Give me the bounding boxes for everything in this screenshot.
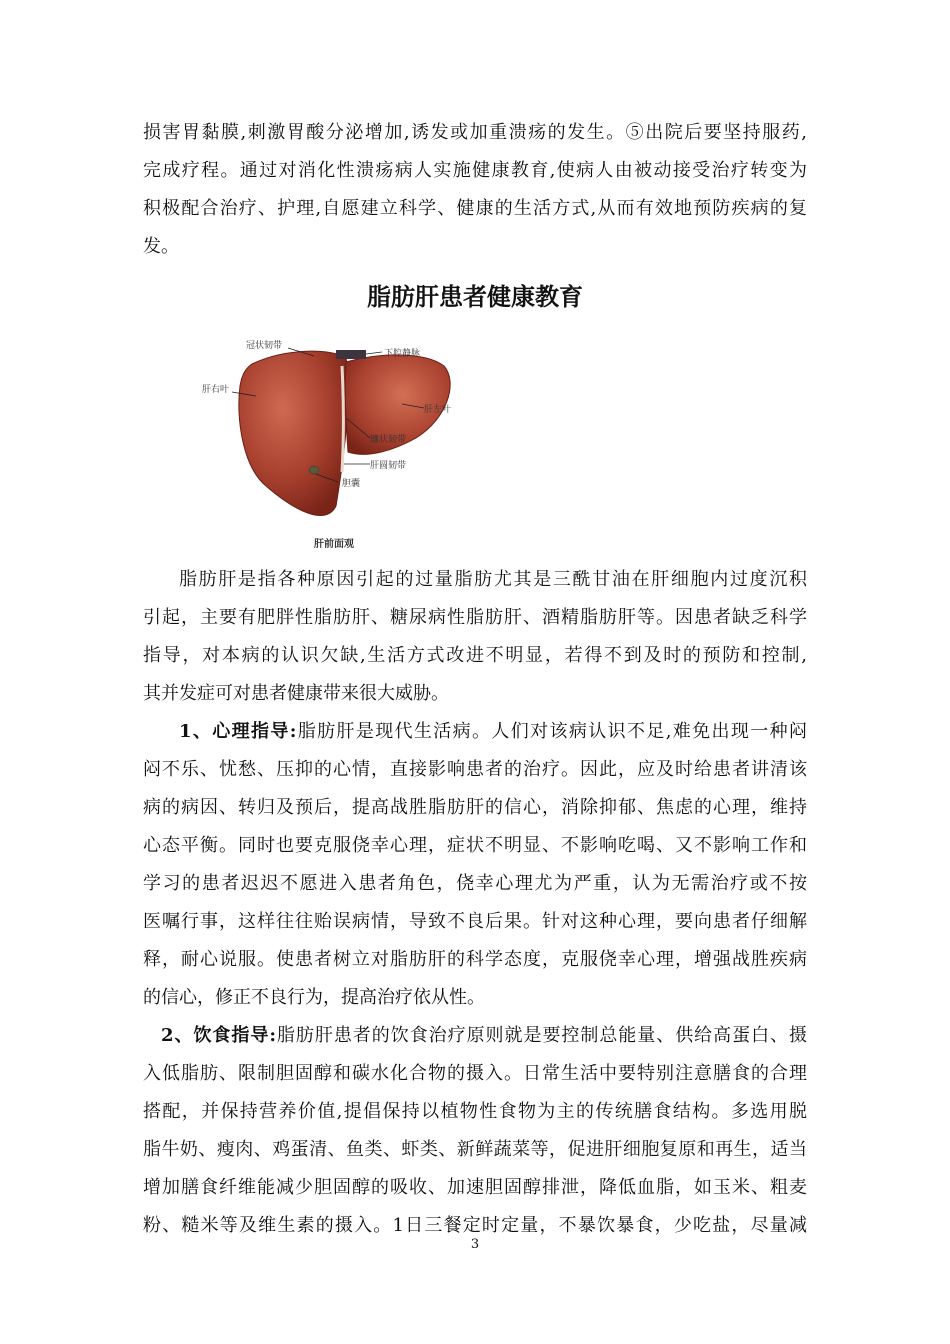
label-gallbladder: 胆囊 [342,479,361,489]
label-round-ligament: 肝圆韧带 [370,461,407,471]
section-heading: 1、心理指导: [179,721,297,742]
label-right-lobe: 肝右叶 [202,385,230,395]
text-line: 积极配合治疗、护理,自愿建立科学、健康的生活方式,从而有效地预防疾病的复 [143,198,807,219]
text-line: 增加膳食纤维能减少胆固醇的吸收、加速胆固醇排泄，降低血脂，如玉米、粗麦 [143,1177,807,1198]
text-line: 完成疗程。通过对消化性溃疡病人实施健康教育,使病人由被动接受治疗转变为 [143,160,807,181]
top-paragraph [143,114,807,266]
text-line: 释，耐心说服。使患者树立对脂肪肝的科学态度，克服侥幸心理，增强战胜疾病 [143,949,807,970]
text-line: 学习的患者迟迟不愿进入患者角色，侥幸心理尤为严重，认为无需治疗或不按 [143,873,807,894]
text-line: 发。 [143,236,179,257]
page-number: 3 [470,1237,480,1252]
text-line: 搭配，并保持营养价值,提倡保持以植物性食物为主的传统膳食结构。多选用脱 [143,1101,807,1122]
figure-caption: 肝前面观 [314,539,354,550]
text-line: 的信心，修正不良行为，提高治疗依从性。 [143,987,485,1008]
label-coronary-ligament: 冠状韧带 [246,341,283,351]
text-line: 脂牛奶、瘦肉、鸡蛋清、鱼类、虾类、新鲜蔬菜等，促进肝细胞复原和再生，适当 [143,1139,807,1160]
text-line: 心态平衡。同时也要克服侥幸心理，症状不明显、不影响吃喝、又不影响工作和 [143,835,807,856]
text-line: 指导，对本病的认识欠缺,生活方式改进不明显，若得不到及时的预防和控制, [143,645,807,666]
section-psychological-guidance [143,713,807,1017]
text-line: 医嘱行事，这样往往贻误病情，导致不良后果。针对这种心理，要向患者仔细解 [143,911,807,932]
section-title: 脂肪肝患者健康教育 [367,283,583,311]
liver-illustration [196,326,476,560]
text-line: 2、饮食指导:脂肪肝患者的饮食治疗原则就是要控制总能量、供给高蛋白、摄 [161,1025,807,1046]
section-heading: 2、饮食指导: [161,1025,276,1046]
text-line: 闷不乐、忧愁、压抑的心情，直接影响患者的治疗。因此，应及时给患者讲清该 [143,759,807,780]
text-line: 入低脂肪、限制胆固醇和碳水化合物的摄入。日常生活中要特别注意膳食的合理 [143,1063,807,1084]
label-falciform-ligament: 镰状韧带 [370,435,407,445]
intro-paragraph [143,561,807,713]
text-line: 粉、糙米等及维生素的摄入。1日三餐定时定量，不暴饮暴食，少吃盐，尽量减 [143,1215,807,1236]
label-inferior-vena-cava: 下腔静脉 [384,349,421,359]
text-line: 1、心理指导:脂肪肝是现代生活病。人们对该病认识不足,难免出现一种闷 [179,721,807,742]
section-diet-guidance [143,1017,807,1245]
liver-diagram [196,326,476,560]
text-line: 引起，主要有肥胖性脂肪肝、糖尿病性脂肪肝、酒精脂肪肝等。因患者缺乏科学 [143,607,807,628]
text-line: 其并发症可对患者健康带来很大威胁。 [143,683,449,704]
text-line: 脂肪肝是指各种原因引起的过量脂肪尤其是三酰甘油在肝细胞内过度沉积 [179,569,807,590]
text-line: 损害胃黏膜,刺激胃酸分泌增加,诱发或加重溃疡的发生。⑤出院后要坚持服药, [143,122,807,143]
label-left-lobe: 肝左叶 [424,405,452,415]
text-line: 病的病因、转归及预后，提高战胜脂肪肝的信心，消除抑郁、焦虑的心理，维持 [143,797,807,818]
